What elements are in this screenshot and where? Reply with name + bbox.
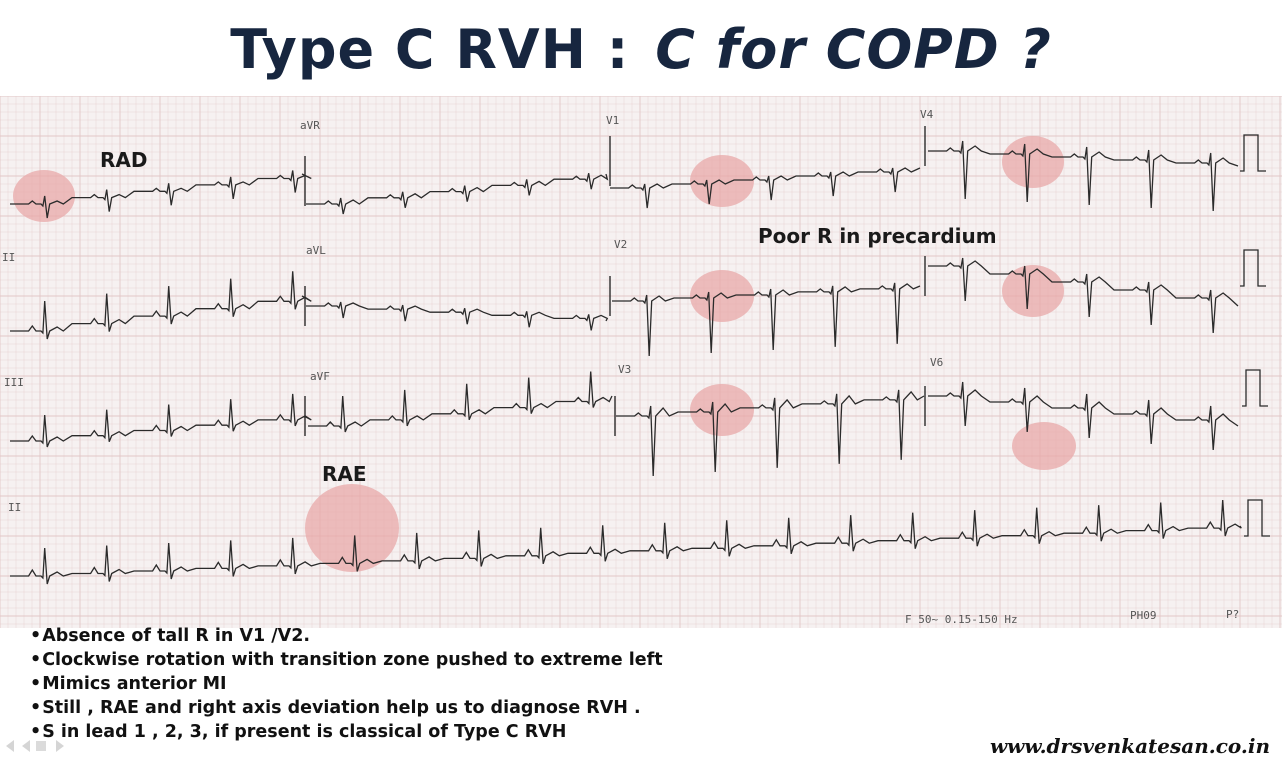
lead-label-ii-top: II (2, 251, 16, 264)
next-arrow-icon (56, 740, 64, 752)
highlight-circle (13, 170, 75, 222)
lead-label-v2: V2 (614, 238, 628, 251)
bullet-item: • Still , RAE and right axis deviation help us to diagnose RVH . (30, 696, 1030, 720)
annotation-rae: RAE (322, 462, 367, 486)
bullet-item: • Clockwise rotation with transition zone pushed to extreme left (30, 648, 1030, 672)
highlight-circle (305, 484, 399, 572)
website-url: www.drsvenkatesan.co.in (989, 734, 1270, 758)
slide-nav-arrows[interactable] (4, 736, 74, 756)
lead-label-v1: V1 (606, 114, 620, 127)
bullet-item: • Mimics anterior MI (30, 672, 1030, 696)
highlight-circle (1012, 422, 1076, 470)
annotation-rad: RAD (100, 148, 148, 172)
lead-label-ii-rhythm: II (8, 501, 22, 514)
ecg-page-marker: P? (1226, 608, 1240, 621)
title-part-1: Type C RVH : (230, 17, 630, 81)
ecg-strip (0, 96, 1282, 628)
slide-title (0, 14, 1282, 84)
prev-arrow-icon (6, 740, 14, 752)
menu-icon (36, 741, 46, 751)
ecg-device-code: PH09 (1130, 609, 1157, 622)
lead-label-avr: aVR (300, 119, 320, 132)
annotation-poor-r: Poor R in precardium (758, 224, 997, 248)
lead-label-avl: aVL (306, 244, 326, 257)
prev-arrow-icon (22, 740, 30, 752)
highlight-circle (1002, 136, 1064, 188)
ecg-filter-text: F 50~ 0.15-150 Hz (905, 613, 1018, 626)
lead-label-v6: V6 (930, 356, 944, 369)
bullet-item: • Absence of tall R in V1 /V2. (30, 624, 1030, 648)
highlight-circle (1002, 265, 1064, 317)
highlight-circle (690, 155, 754, 207)
lead-label-avf: aVF (310, 370, 330, 383)
lead-label-v4: V4 (920, 108, 934, 121)
bullet-list (30, 624, 1030, 744)
bullet-item: • S in lead 1 , 2, 3, if present is classical of Type C RVH (30, 720, 1030, 744)
lead-label-v3: V3 (618, 363, 632, 376)
title-part-2: C for COPD ? (655, 17, 1052, 81)
lead-label-iii: III (4, 376, 24, 389)
highlight-circle (690, 270, 754, 322)
